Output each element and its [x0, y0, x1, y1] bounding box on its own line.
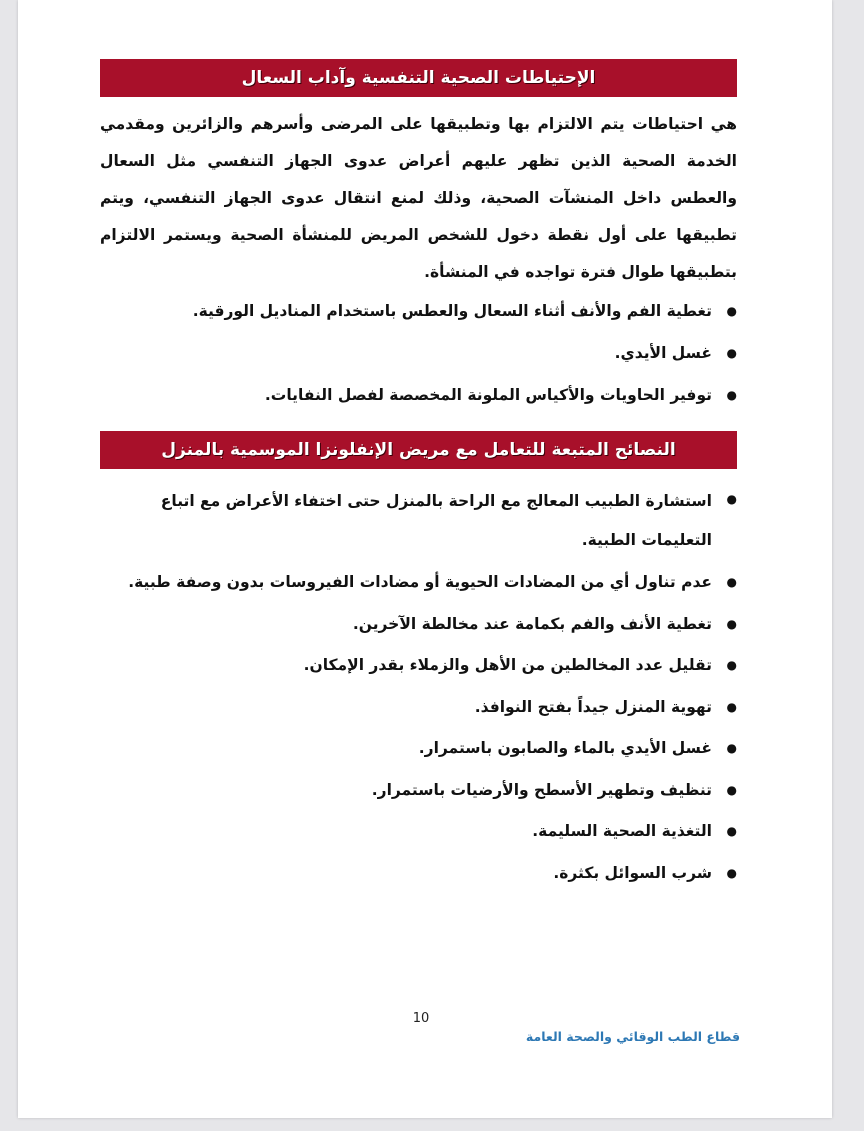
precautions-list — [100, 290, 737, 416]
bullet-icon: ● — [726, 346, 737, 360]
list-item — [100, 290, 737, 332]
list-item-text: عدم تناول أي من المضادات الحيوية أو مضادات الفيروسات بدون وصفة طبية. — [128, 573, 712, 591]
bullet-icon: ● — [726, 741, 737, 755]
list-item — [100, 645, 737, 687]
list-item-text: تغطية الأنف والفم بكمامة عند مخالطة الآخرين. — [352, 614, 712, 633]
bullet-icon: ● — [726, 304, 737, 318]
list-item — [100, 728, 737, 770]
bullet-icon: ● — [726, 575, 737, 589]
list-item — [100, 770, 737, 812]
list-item-text: استشارة الطبيب المعالج مع الراحة بالمنزل حتى اختفاء الأعراض مع اتباع التعليمات الطبية. — [160, 492, 712, 549]
list-item — [100, 562, 737, 604]
section-title: النصائح المتبعة للتعامل مع مريض الإنفلونزا الموسمية بالمنزل — [161, 440, 676, 460]
list-item-text: تنظيف وتطهير الأسطح والأرضيات باستمرار. — [371, 780, 712, 799]
list-item-text: غسل الأيدي. — [614, 344, 712, 362]
bullet-icon: ● — [726, 492, 737, 506]
page-number: 10 — [412, 1011, 430, 1026]
list-item-text: شرب السوائل بكثرة. — [553, 863, 712, 882]
list-item-text: التغذية الصحية السليمة. — [532, 822, 712, 840]
list-item — [100, 374, 737, 416]
section-header-respiratory-precautions — [100, 59, 737, 97]
bullet-icon: ● — [726, 616, 737, 631]
list-item — [100, 604, 737, 646]
list-item — [100, 480, 737, 562]
advice-list — [100, 480, 737, 894]
list-item-text: توفير الحاويات والأكياس الملونة المخصصة لفصل النفايات. — [264, 386, 712, 404]
list-item — [100, 811, 737, 853]
list-item-text: تقليل عدد المخالطين من الأهل والزملاء بقدر الإمكان. — [303, 656, 712, 674]
bullet-icon: ● — [726, 658, 737, 672]
list-item-text: غسل الأيدي بالماء والصابون باستمرار. — [418, 739, 712, 757]
footer-organization: قطاع الطب الوقائي والصحة العامة — [525, 1029, 740, 1044]
document-page — [18, 0, 832, 1118]
bullet-icon: ● — [726, 824, 737, 838]
section-title: الإحتياطات الصحية التنفسية وآداب السعال — [241, 68, 596, 88]
list-item — [100, 332, 737, 374]
bullet-icon: ● — [726, 699, 737, 714]
bullet-icon: ● — [726, 865, 737, 880]
section-header-influenza-home-care — [100, 431, 737, 469]
list-item — [100, 853, 737, 895]
bullet-icon: ● — [726, 782, 737, 797]
list-item-text: تغطية الفم والأنف أثناء السعال والعطس باستخدام المناديل الورقية. — [192, 302, 712, 320]
intro-paragraph: هي احتياطات يتم الالتزام بها وتطبيقها على المرضى وأسرهم والزائرين ومقدمي الخدمة الصحية الذين تظهر عليهم أعراض عدوى الجهاز التنفسي مثل السعال والعطس داخل المنشآت الصحية، وذلك لمنع انتقال عدوى الجهاز التنفسي، ويتم تطبيقها على أول نقطة دخول للشخص المريض للمنشأة الصحية ويستمر الالتزام بتطبيقها طوال فترة تواجده في المنشأة. — [100, 115, 737, 281]
bullet-icon: ● — [726, 388, 737, 402]
list-item-text: تهوية المنزل جيداً بفتح النوافذ. — [474, 697, 712, 716]
list-item — [100, 687, 737, 729]
